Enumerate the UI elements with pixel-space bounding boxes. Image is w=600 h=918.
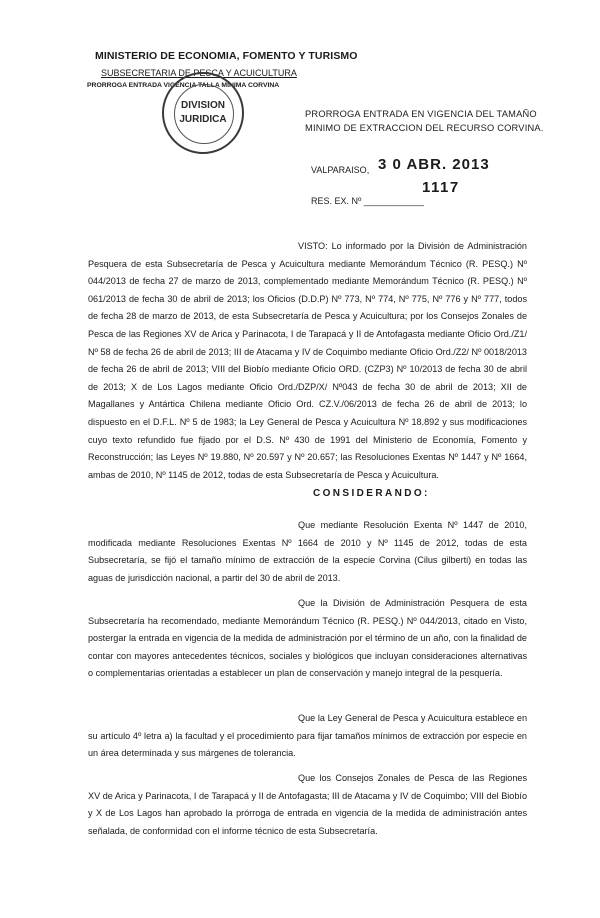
stamp-line-1: DIVISION (181, 100, 225, 111)
place: VALPARAISO, (311, 165, 370, 175)
visto-paragraph: VISTO: Lo informado por la División de Administración Pesquera de esta Subsecretaría de Pesca y Acuicultura mediante Memorándum Técnico (R. PESQ.) Nº 044/2013 de fecha 27 de marzo de 2013, complementado mediante Memorándum Técnico (R. PESQ.) Nº 061/2013 de fecha 30 de abril de 2013; los Oficios (D.D.P) Nº 773, Nº 774, Nº 775, Nº 776 y Nº 777, todos de fecha 28 de marzo de 2013, de esta Subsecretaría de Pesca y Acuicultura; por los Consejos Zonales de Pesca de las Regiones XV de Arica y Parinacota, I de Tarapacá y II de Antofagasta mediante Oficio Ord./Z1/ Nº 58 de fecha 26 de abril de 2013; III de Atacama y IV de Coquimbo mediante Oficio Ord./Z2/ Nº 0018/2013 de fecha 26 de abril de 2013; VIII del Biobío mediante Oficio ORD. (CZP3) Nº 10/2013 de fecha 30 de abril de 2013; X de Los Lagos mediante Oficio Ord./DZP/X/ Nº043 de fecha 30 de abril de 2013; XII de Magallanes y Antártica Chilena mediante Oficio Ord. CZ.V./06/2013 de fecha 26 de abril de 2013; lo dispuesto en el D.F.L. Nº 5 de 1983; la Ley General de Pesca y Acuicultura Nº 18.892 y sus modificaciones cuyo texto refundido fue fijado por el D.S. Nº 430 de 1991 del Ministerio de Economía, Fomento y Reconstrucción; las Leyes Nº 19.880, Nº 20.597 y Nº 20.657; las Resoluciones Exentas Nº 1447 y Nº 1664, ambas de 2010, Nº 1145 de 2012, todas de esta Subsecretaría de Pesca y Acuicultura. (88, 241, 527, 480)
considerando-paragraph-1: Que mediante Resolución Exenta Nº 1447 de 2010, modificada mediante Resoluciones Exentas Nº 1664 de 2010 y Nº 1145 de 2012, todas de esta Subsecretaría, se fijó el tamaño mínimo de extracción de la especie Corvina (Cilus gilberti) en todas las aguas de jurisdicción nacional, a partir del 30 de abril de 2013. (88, 520, 527, 583)
resolution-label: RES. EX. Nº ____________ (311, 196, 424, 206)
date-stamp: 3 0 ABR. 2013 (378, 156, 490, 173)
resolution-number: 1117 (422, 179, 460, 196)
subsecretaria-name: SUBSECRETARIA DE PESCA Y ACUICULTURA (101, 68, 297, 78)
file-reference: PRORROGA ENTRADA VIGENCIA TALLA MINIMA CORVINA (87, 82, 280, 89)
stamp-line-2: JURIDICA (179, 114, 227, 125)
juridica-stamp (162, 72, 244, 154)
considerando-heading: CONSIDERANDO: (313, 488, 430, 499)
considerando-paragraph-2: Que la División de Administración Pesquera de esta Subsecretaría ha recomendado, mediante Memorándum Técnico (R. PESQ.) Nº 044/2013, citado en Visto, postergar la entrada en vigencia de la medida de administración por el término de un año, con la finalidad de contar con mayores antecedentes técnicos, sociales y biológicos que incluyan consideraciones alternativas o complementarias orientadas a establecer un plan de conservación y manejo integral de la pesquería. (88, 598, 527, 679)
considerando-paragraph-4: Que los Consejos Zonales de Pesca de las Regiones XV de Arica y Parinacota, I de Tarapacá y II de Antofagasta; III de Atacama y IV de Coquimbo; VIII del Biobío y X de Los Lagos han aprobado la prórroga de entrada en vigencia de la medida de administración antes señalada, de conformidad con el informe técnico de esta Subsecretaría. (88, 773, 527, 836)
document-subject: PRORROGA ENTRADA EN VIGENCIA DEL TAMAÑO MINIMO DE EXTRACCION DEL RECURSO CORVINA. (305, 109, 544, 133)
ministry-name: MINISTERIO DE ECONOMIA, FOMENTO Y TURISMO (95, 50, 358, 62)
considerando-paragraph-3: Que la Ley General de Pesca y Acuicultura establece en su artículo 4º letra a) la facultad y el procedimiento para fijar tamaños mínimos de extracción por especie en un área determinada y sus márgenes de tolerancia. (88, 713, 527, 759)
